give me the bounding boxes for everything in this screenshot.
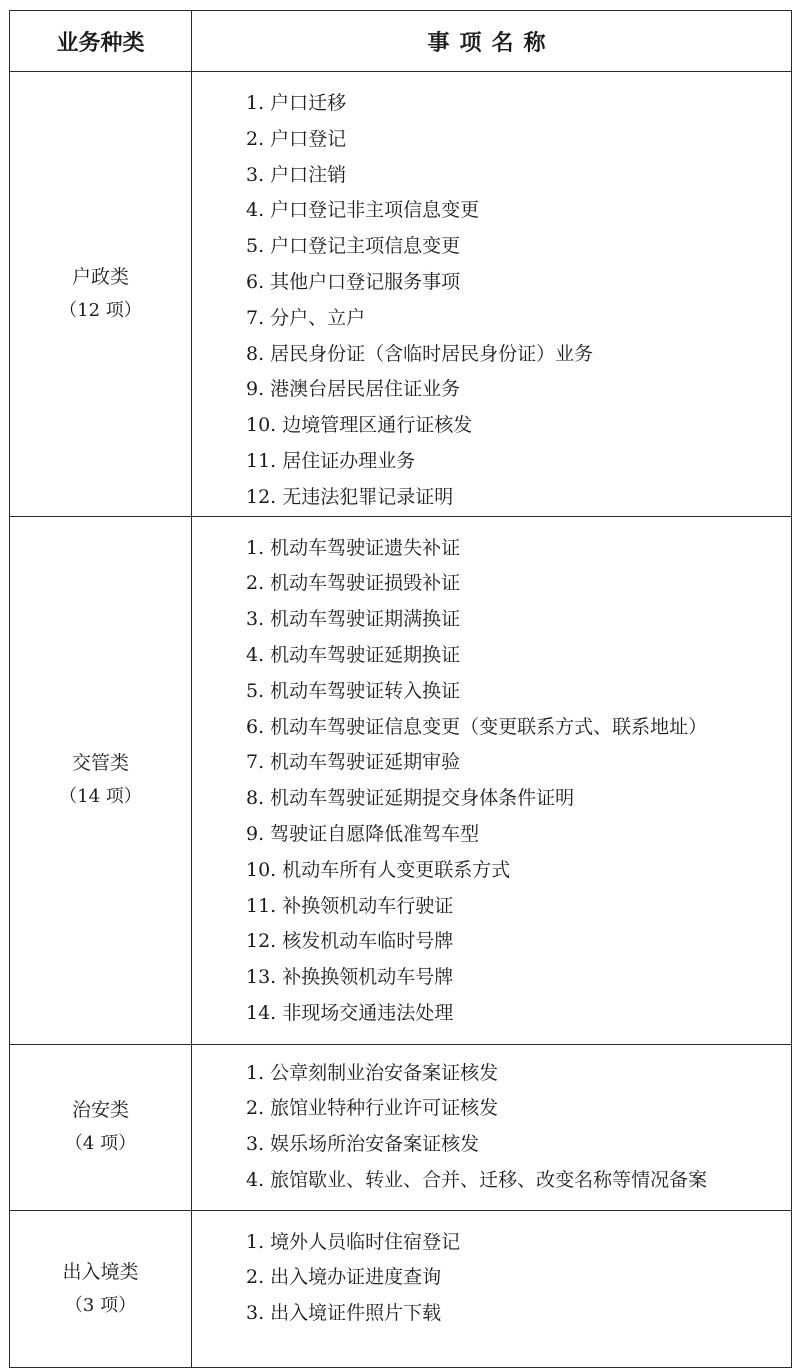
items-cell [192, 1210, 792, 1367]
list-item: 10. 机动车所有人变更联系方式 [246, 858, 511, 881]
category-cell [10, 516, 192, 1044]
items-cell [192, 516, 792, 1044]
category-name: 户政类 [71, 265, 129, 288]
list-item: 3. 娱乐场所治安备案证核发 [246, 1133, 480, 1156]
list-item: 7. 机动车驾驶证延期审验 [246, 751, 461, 774]
list-item: 1. 境外人员临时住宿登记 [246, 1230, 461, 1253]
list-item: 5. 户口登记主项信息变更 [246, 235, 461, 258]
item-list [192, 1045, 791, 1199]
list-item: 12. 核发机动车临时号牌 [246, 930, 454, 953]
list-item: 1. 公章刻制业治安备案证核发 [246, 1061, 499, 1084]
list-item: 8. 居民身份证（含临时居民身份证）业务 [246, 342, 594, 365]
list-item: 13. 补换换领机动车号牌 [246, 966, 454, 989]
list-item: 11. 补换领机动车行驶证 [246, 894, 454, 917]
list-item: 12. 无违法犯罪记录证明 [246, 485, 454, 508]
category-row [10, 72, 792, 517]
category-name: 出入境类 [62, 1260, 139, 1283]
item-list [192, 517, 791, 1032]
list-item: 14. 非现场交通违法处理 [246, 1001, 454, 1024]
category-count: （4 项） [64, 1133, 137, 1155]
list-item: 4. 机动车驾驶证延期换证 [246, 643, 461, 666]
items-cell [192, 72, 792, 517]
items-cell [192, 1044, 792, 1210]
list-item: 2. 户口登记 [246, 127, 347, 150]
list-item: 1. 机动车驾驶证遗失补证 [246, 536, 461, 559]
category-name: 交管类 [71, 752, 129, 775]
category-row [10, 516, 792, 1044]
list-item: 2. 机动车驾驶证损毁补证 [246, 572, 461, 595]
list-item: 7. 分户、立户 [246, 306, 366, 329]
item-list [192, 1211, 791, 1332]
header-category: 业务种类 [10, 11, 192, 72]
list-item: 5. 机动车驾驶证转入换证 [246, 679, 461, 702]
list-item: 1. 户口迁移 [246, 92, 347, 114]
list-item: 3. 机动车驾驶证期满换证 [246, 608, 461, 631]
list-item: 6. 机动车驾驶证信息变更（变更联系方式、联系地址） [246, 715, 708, 738]
category-cell [10, 1044, 192, 1210]
category-count: （14 项） [59, 786, 142, 808]
item-list [192, 72, 791, 516]
category-cell [10, 72, 192, 517]
list-item: 3. 户口注销 [246, 163, 347, 186]
category-count: （12 项） [59, 299, 142, 321]
list-item: 2. 出入境办证进度查询 [246, 1266, 442, 1289]
list-item: 2. 旅馆业特种行业许可证核发 [246, 1097, 499, 1120]
services-table [9, 10, 792, 1368]
list-item: 9. 港澳台居民居住证业务 [246, 378, 461, 401]
list-item: 4. 旅馆歇业、转业、合并、迁移、改变名称等情况备案 [246, 1168, 708, 1191]
category-name: 治安类 [71, 1099, 129, 1122]
category-cell [10, 1210, 192, 1367]
list-item: 9. 驾驶证自愿降低准驾车型 [246, 822, 480, 845]
list-item: 6. 其他户口登记服务事项 [246, 270, 461, 293]
category-row [10, 1210, 792, 1367]
list-item: 8. 机动车驾驶证延期提交身体条件证明 [246, 787, 575, 810]
list-item: 3. 出入境证件照片下载 [246, 1302, 442, 1325]
header-row [10, 11, 792, 72]
category-count: （3 项） [64, 1294, 137, 1316]
list-item: 10. 边境管理区通行证核发 [246, 414, 473, 437]
header-item-name: 事项名称 [192, 11, 792, 72]
category-row [10, 1044, 792, 1210]
list-item: 11. 居住证办理业务 [246, 449, 416, 472]
list-item: 4. 户口登记非主项信息变更 [246, 199, 480, 222]
